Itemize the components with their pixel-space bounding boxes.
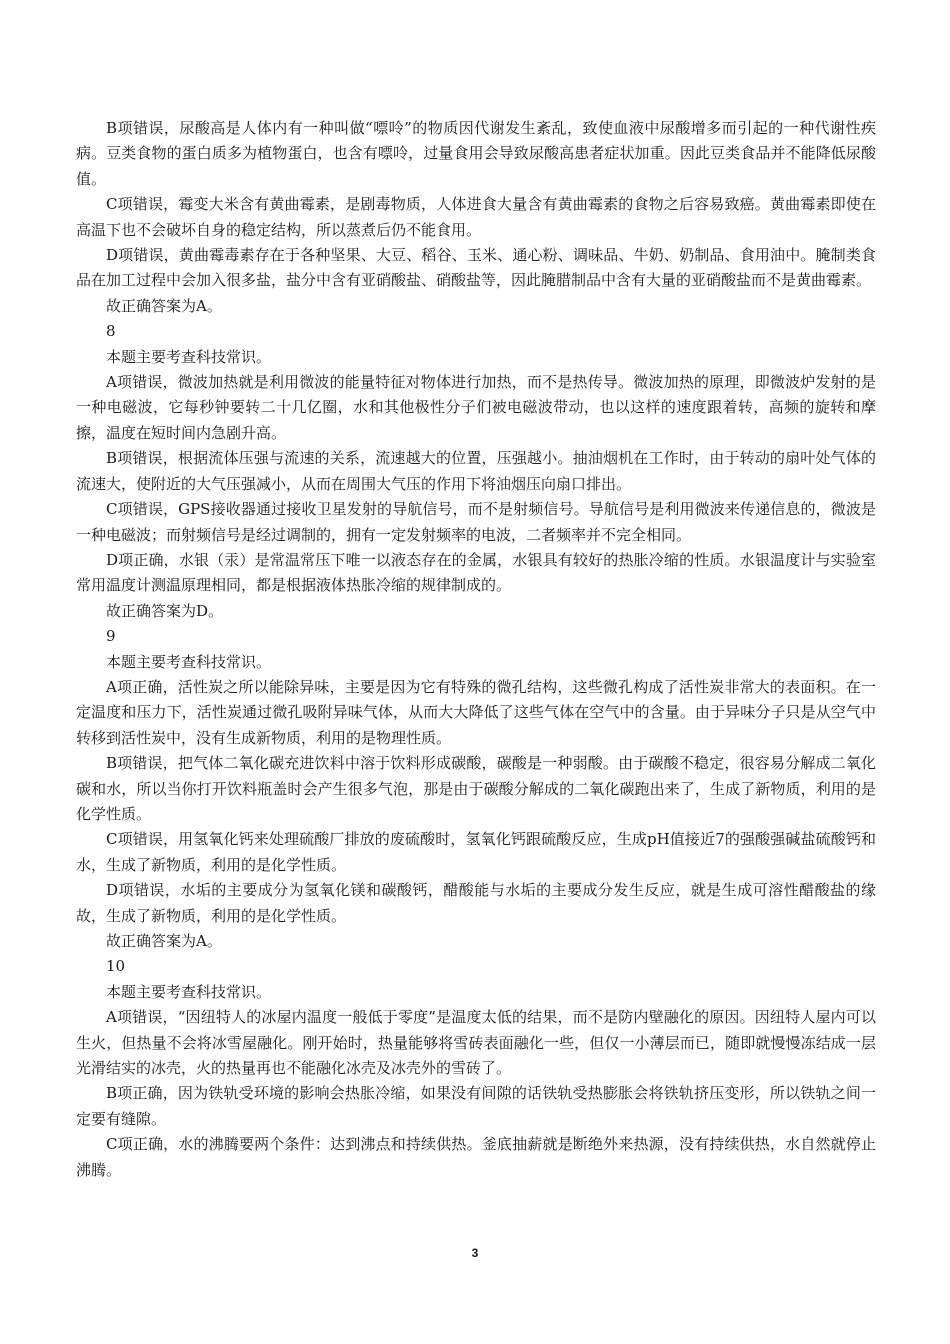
- answer-8: 故正确答案为D。: [106, 601, 224, 620]
- paragraph-c-calcium-hydroxide: C项错误，用氢氧化钙来处理硫酸厂排放的废硫酸时，氢氧化钙跟硫酸反应，生成pH值接近7的强酸强碱盐硫酸钙和水，生成了新物质，利用的是化学性质。: [76, 830, 876, 874]
- document-body: [76, 116, 876, 1183]
- paragraph-d-mercury: D项正确，水银（汞）是常温常压下唯一以液态存在的金属，水银具有较好的热胀冷缩的性质。水银温度计与实验室常用温度计测温原理相同，都是根据液体热胀冷缩的规律制成的。: [76, 550, 876, 595]
- question-number-10: 10: [106, 957, 126, 976]
- paragraph-a-microwave: A项错误，微波加热就是利用微波的能量特征对物体进行加热，而不是热传导。微波加热的原理，即微波炉发射的是一种电磁波，它每秒钟要转二十几亿圈，水和其他极性分子们被电磁波带动，也以这样的速度跟着转，高频的旋转和摩擦，温度在短时间内急剧升高。: [76, 373, 876, 442]
- question-topic-8: 本题主要考查科技常识。: [106, 347, 272, 366]
- paragraph-a-activated-carbon: A项正确，活性炭之所以能除异味，主要是因为它有特殊的微孔结构，这些微孔构成了活性炭非常大的表面积。在一定温度和压力下，活性炭通过微孔吸附异味气体，从而大大降低了这些气体在空气中的含量。由于异味分子只是从空气中转移到活性炭中，没有生成新物质，利用的是物理性质。: [76, 677, 876, 747]
- question-topic-10: 本题主要考查科技常识。: [106, 982, 272, 1001]
- paragraph-d-pickled-food: D项错误，黄曲霉毒素存在于各种坚果、大豆、稻谷、玉米、通心粉、调味品、牛奶、奶制品、食用油中。腌制类食品在加工过程中会加入很多盐，盐分中含有亚硝酸盐、硝酸盐等，因此腌腊制品中含有大量的亚硝酸盐而不是黄曲霉素。: [76, 246, 876, 290]
- paragraph-b-carbonic-acid: B项错误，把气体二氧化碳充进饮料中溶于饮料形成碳酸，碳酸是一种弱酸。由于碳酸不稳定，很容易分解成二氧化碳和水，所以当你打开饮料瓶盖时会产生很多气泡，那是由于碳酸分解成的二氧化碳跑出来了，生成了新物质，利用的是化学性质。: [76, 754, 876, 823]
- answer-9: 故正确答案为A。: [106, 932, 222, 950]
- paragraph-c-aflatoxin: C项错误，霉变大米含有黄曲霉素，是剧毒物质，人体进食大量含有黄曲霉素的食物之后容易致癌。黄曲霉素即使在高温下也不会破坏自身的稳定结构，所以蒸煮后仍不能食用。: [76, 195, 876, 239]
- paragraph-b-range-hood: B项错误，根据流体压强与流速的关系，流速越大的位置，压强越小。抽油烟机在工作时，由于转动的扇叶处气体的流速大，使附近的大气压强减小，从而在周围大气压的作用下将油烟压向扇口排出。: [76, 449, 876, 493]
- paragraph-c-gps: C项错误，GPS接收器通过接收卫星发射的导航信号，而不是射频信号。导航信号是利用微波来传递信息的，微波是一种电磁波；而射频信号是经过调制的，拥有一定发射频率的电波，二者频率并不完全相同。: [76, 500, 876, 544]
- paragraph-a-igloo: A项错误，“因纽特人的冰屋内温度一般低于零度”是温度太低的结果，而不是防内壁融化的原因。因纽特人屋内可以生火，但热量不会将冰雪屋融化。刚开始时，热量能够将雪砖表面融化一些，但仅一小薄层而已，随即就慢慢冻结成一层光滑结实的冰壳，火的热量再也不能融化冰壳及冰壳外的雪砖了。: [76, 1008, 876, 1078]
- paragraph-b-rail-gap: B项正确，因为铁轨受环境的影响会热胀冷缩，如果没有间隙的话铁轨受热膨胀会将铁轨挤压变形，所以铁轨之间一定要有缝隙。: [76, 1084, 876, 1128]
- paragraph-b-uric-acid: B项错误，尿酸高是人体内有一种叫做“嘌呤”的物质因代谢发生紊乱，致使血液中尿酸增多而引起的一种代谢性疾病。豆类食物的蛋白质多为植物蛋白，也含有嘌呤，过量食用会导致尿酸高患者症状加重。因此豆类食品并不能降低尿酸值。: [76, 119, 876, 188]
- paragraph-c-boiling: C项正确，水的沸腾要两个条件：达到沸点和持续供热。釜底抽薪就是断绝外来热源，没有持续供热，水自然就停止沸腾。: [76, 1135, 876, 1179]
- question-number-9: 9: [106, 627, 116, 646]
- question-topic-9: 本题主要考查科技常识。: [106, 652, 272, 671]
- page-number: 3: [471, 1246, 479, 1260]
- answer-7: 故正确答案为A。: [106, 296, 222, 315]
- paragraph-d-scale-vinegar: D项错误，水垢的主要成分为氢氧化镁和碳酸钙，醋酸能与水垢的主要成分发生反应，就是生成可溶性醋酸盐的缘故，生成了新物质，利用的是化学性质。: [76, 881, 876, 925]
- question-number-8: 8: [106, 322, 116, 341]
